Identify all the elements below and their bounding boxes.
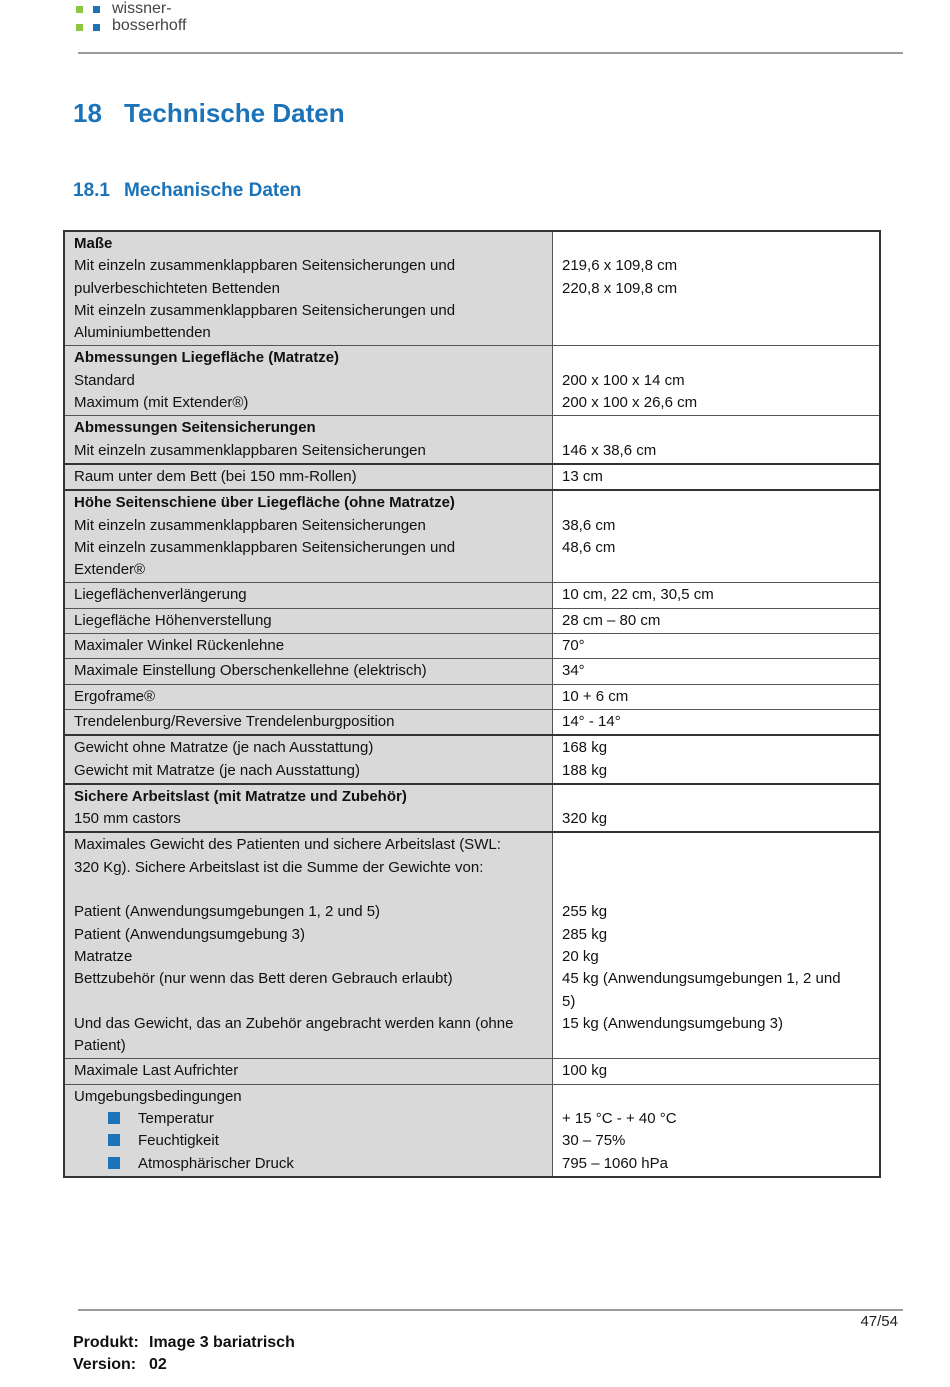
cell-label — [64, 735, 553, 784]
row-text: Maximales Gewicht des Patienten und sichere Arbeitslast (SWL: — [74, 836, 501, 854]
table-row-seitensicherungen — [64, 416, 880, 464]
footer-divider — [78, 1309, 903, 1311]
product-value: Image 3 bariatrisch — [149, 1334, 295, 1351]
cell-value — [553, 832, 881, 1058]
cell-value — [553, 231, 881, 346]
square-bullet-icon — [108, 1134, 120, 1146]
cell-value: 34° — [553, 659, 881, 684]
cell-label — [64, 490, 553, 583]
company-logo — [76, 2, 256, 38]
cell-label: Ergoframe® — [64, 684, 553, 709]
bullet-label: Temperatur — [138, 1109, 214, 1127]
row-value: 200 x 100 x 26,6 cm — [562, 394, 698, 412]
cell-value — [553, 735, 881, 784]
cell-label — [64, 832, 553, 1058]
row-title: Abmessungen Seitensicherungen — [74, 419, 316, 437]
section-number: 18 — [73, 98, 102, 128]
cell-value: 13 cm — [553, 464, 881, 490]
cell-value: 28 cm – 80 cm — [553, 608, 881, 633]
version-line — [73, 1354, 295, 1376]
row-text: Mit einzeln zusammenklappbaren Seitensicherungen und — [74, 257, 456, 275]
cell-value: 70° — [553, 634, 881, 659]
row-text: Patient) — [74, 1037, 126, 1055]
cell-label: Liegefläche Höhenverstellung — [64, 608, 553, 633]
row-text: Bettzubehör (nur wenn das Bett deren Gebrauch erlaubt) — [74, 970, 453, 988]
row-value: + 15 °C - + 40 °C — [562, 1109, 677, 1127]
row-text: Maximum (mit Extender®) — [74, 394, 249, 412]
cell-value: 10 + 6 cm — [553, 684, 881, 709]
cell-label — [64, 231, 553, 346]
section-title: Technische Daten — [124, 98, 345, 128]
row-value: 38,6 cm — [562, 516, 616, 534]
table-row-masse — [64, 231, 880, 346]
list-item — [74, 1153, 543, 1175]
cell-label — [64, 416, 553, 464]
row-value: 219,6 x 109,8 cm — [562, 257, 678, 275]
logo-square-blue-1 — [93, 6, 100, 13]
bullet-label: Feuchtigkeit — [138, 1132, 219, 1150]
mechanical-data-table — [63, 230, 881, 1178]
row-text: Patient (Anwendungsumgebungen 1, 2 und 5) — [74, 903, 381, 921]
cell-value — [553, 416, 881, 464]
cell-label: Liegeflächenverlängerung — [64, 583, 553, 608]
table-row-umgebung — [64, 1084, 880, 1177]
footer-product-info — [73, 1332, 295, 1376]
row-text: Und das Gewicht, das an Zubehör angebracht werden kann (ohne — [74, 1014, 514, 1032]
table-row-raum — [64, 464, 880, 490]
cell-value — [553, 1084, 881, 1177]
logo-text-line1: wissner- — [112, 0, 172, 17]
square-bullet-icon — [108, 1157, 120, 1169]
row-text: Mit einzeln zusammenklappbaren Seitensicherungen und — [74, 301, 456, 319]
row-text: Extender® — [74, 561, 146, 579]
row-value: 795 – 1060 hPa — [562, 1154, 668, 1172]
row-title: Maße — [74, 235, 113, 252]
subsection-number: 18.1 — [73, 180, 110, 201]
row-text: Standard — [74, 371, 135, 389]
row-value: 20 kg — [562, 947, 599, 965]
row-text: Mit einzeln zusammenklappbaren Seitensicherungen — [74, 441, 426, 459]
row-title: Umgebungsbedingungen — [74, 1087, 242, 1105]
row-title: Höhe Seitenschiene über Liegefläche (ohne Matratze) — [74, 494, 455, 512]
cell-label — [64, 346, 553, 416]
cell-label: Maximale Einstellung Oberschenkellehne (elektrisch) — [64, 659, 553, 684]
row-value: 285 kg — [562, 925, 608, 943]
table-row — [64, 684, 880, 709]
logo-square-blue-2 — [93, 24, 100, 31]
product-label: Produkt: — [73, 1334, 139, 1351]
header-divider — [78, 52, 903, 54]
table-row — [64, 709, 880, 735]
logo-text-line2: bosserhoff — [112, 17, 187, 34]
cell-label: Maximale Last Aufrichter — [64, 1059, 553, 1084]
row-value: 255 kg — [562, 903, 608, 921]
list-item — [74, 1130, 543, 1152]
row-text: pulverbeschichteten Bettenden — [74, 279, 280, 297]
table-row — [64, 608, 880, 633]
row-value: 48,6 cm — [562, 538, 616, 556]
product-line — [73, 1332, 295, 1354]
cell-value: 100 kg — [553, 1059, 881, 1084]
square-bullet-icon — [108, 1112, 120, 1124]
cell-label — [64, 784, 553, 833]
row-text: Gewicht ohne Matratze (je nach Ausstattung) — [74, 739, 374, 757]
logo-square-green-2 — [76, 24, 83, 31]
row-value: 15 kg (Anwendungsumgebung 3) — [562, 1014, 783, 1032]
row-text: 320 Kg). Sichere Arbeitslast ist die Summe der Gewichte von: — [74, 858, 484, 876]
table-row — [64, 583, 880, 608]
cell-label — [64, 1084, 553, 1177]
table-row-gewicht — [64, 735, 880, 784]
row-title: Abmessungen Liegefläche (Matratze) — [74, 349, 340, 367]
cell-label: Raum unter dem Bett (bei 150 mm-Rollen) — [64, 464, 553, 490]
row-value: 200 x 100 x 14 cm — [562, 371, 685, 389]
row-title: Sichere Arbeitslast (mit Matratze und Zubehör) — [74, 787, 407, 805]
subsection-heading — [73, 180, 301, 202]
row-text: Gewicht mit Matratze (je nach Ausstattung) — [74, 761, 360, 779]
cell-value — [553, 784, 881, 833]
row-text: Mit einzeln zusammenklappbaren Seitensicherungen und — [74, 538, 456, 556]
row-text: Patient (Anwendungsumgebung 3) — [74, 925, 305, 943]
cell-value — [553, 346, 881, 416]
row-value: 45 kg (Anwendungsumgebungen 1, 2 und — [562, 970, 841, 988]
table-row-aufrichter — [64, 1059, 880, 1084]
row-value: 5) — [562, 992, 576, 1010]
version-label: Version: — [73, 1356, 137, 1373]
row-value: 168 kg — [562, 739, 608, 757]
logo-square-green-1 — [76, 6, 83, 13]
table-row — [64, 659, 880, 684]
table-row — [64, 634, 880, 659]
row-text: Mit einzeln zusammenklappbaren Seitensicherungen — [74, 516, 426, 534]
row-text: Aluminiumbettenden — [74, 324, 211, 342]
row-value: 146 x 38,6 cm — [562, 441, 657, 459]
cell-value — [553, 490, 881, 583]
list-item — [74, 1108, 543, 1130]
section-heading — [73, 98, 345, 129]
bullet-label: Atmosphärischer Druck — [138, 1154, 294, 1172]
cell-label: Trendelenburg/Reversive Trendelenburgposition — [64, 709, 553, 735]
row-text: 150 mm castors — [74, 810, 181, 828]
table-row-hoehe — [64, 490, 880, 583]
row-value: 320 kg — [562, 810, 608, 828]
row-value: 220,8 x 109,8 cm — [562, 279, 678, 297]
table-row-liegeflaeche — [64, 346, 880, 416]
version-value: 02 — [149, 1356, 167, 1373]
subsection-title: Mechanische Daten — [124, 180, 302, 201]
cell-value: 10 cm, 22 cm, 30,5 cm — [553, 583, 881, 608]
page-number: 47/54 — [860, 1313, 898, 1330]
cell-value: 14° - 14° — [553, 709, 881, 735]
table-row-patient — [64, 832, 880, 1058]
row-value: 30 – 75% — [562, 1132, 626, 1150]
table-row-swl — [64, 784, 880, 833]
cell-label: Maximaler Winkel Rückenlehne — [64, 634, 553, 659]
row-value: 188 kg — [562, 761, 608, 779]
row-text: Matratze — [74, 947, 133, 965]
